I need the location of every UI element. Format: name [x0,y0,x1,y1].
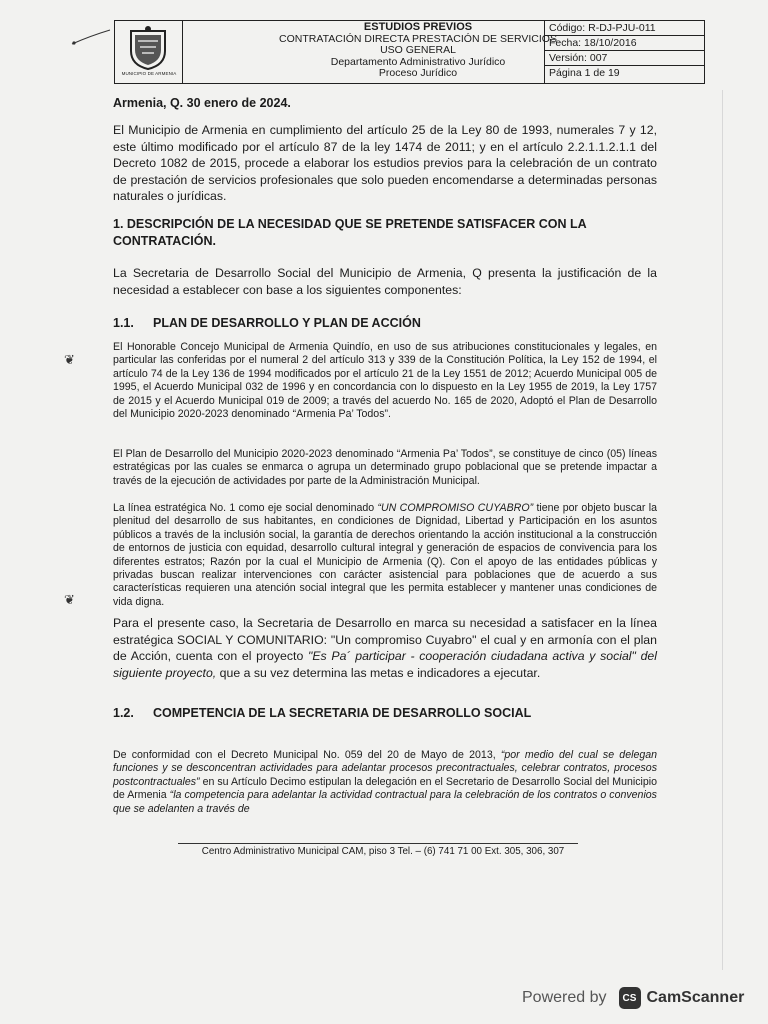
p5-italic-2: “la competencia para adelantar la actividad contractual para la celebración de los contratos o convenios que se adelanten a través de [113,789,657,815]
footer-address: Centro Administrativo Municipal CAM, piso 3 Tel. – (6) 741 71 00 Ext. 305, 306, 307 [201,846,565,857]
margin-mark: ❦ [64,352,75,367]
p3-italic: “UN COMPROMISO CUYABRO” [377,502,534,514]
p4-text-c: que a su vez determina las metas e indicadores a ejecutar. [216,665,541,680]
paragraph-competence [113,749,657,816]
municipality-logo [115,21,183,83]
camscanner-icon: CS [619,987,641,1009]
section-1-1-title: PLAN DE DESARROLLO Y PLAN DE ACCIÓN [153,316,421,330]
document-date: Armenia, Q. 30 enero de 2024. [113,96,291,110]
section-1-1-number: 1.1. [113,316,134,330]
paragraph-plan-adoption: El Honorable Concejo Municipal de Armenia Quindío, en uso de sus atribuciones constitucionales y legales, en particular las conferidas por el numeral 2 del artículo 313 y 339 de la Constitución Política, la Ley 152 de 1994, el artículo 74 de la Ley 136 de 1994 modificados por el artículo 21 de la Ley 1551 de 2012; Acuerdo Municipal 005 de 1995, el Acuerdo Municipal 032 de 1996 y en concordancia con lo dispuesto en la Ley 1955 de 2019, la Ley 1757 de 2015 y el Acuerdo Municipal 019 de 2009; a través del acuerdo No. 165 de 2020, Adoptó el Plan de Desarrollo del Municipio 2020-2023 denominado “Armenia Pa’ Todos”. [113,341,657,421]
header-metadata [544,21,705,83]
scanner-watermark [522,986,744,1010]
p5-text-c: en su Artículo Decimo estipulan la delegación en el Secretario de Desarrollo Social del Municipio de Armenia [113,775,657,802]
page-edge-shadow [722,90,723,970]
section-1-2-heading [113,706,531,720]
p3-text-a: La línea estratégica No. 1 como eje social denominado [113,502,378,514]
section-1-2-number: 1.2. [113,706,134,720]
section-1-text: La Secretaria de Desarrollo Social del Municipio de Armenia, Q presenta la justificación de la necesidad a establecer con base a los siguientes componentes: [113,266,657,297]
header-title: ESTUDIOS PREVIOS [363,21,473,33]
p5-text-a: De conformidad con el Decreto Municipal No. 059 del 20 de Mayo de 2013, [113,749,501,761]
paragraph-project [113,615,657,681]
header-page: Página 1 de 19 [549,67,620,79]
section-1-2-title: COMPETENCIA DE LA SECRETARIA DE DESARROLLO SOCIAL [153,706,532,720]
logo-caption: MUNICIPIO DE ARMENIA [121,71,177,76]
header-code: Código: R-DJ-PJU-011 [545,21,705,36]
document-header-table [114,20,705,84]
p5-italic-1: “por medio del cual se delegan funciones y se desconcentran actividades para adelantar procesos precontractuales, celebrar contratos, procesos postcontractuales” [113,749,658,788]
camscanner-brand: CamScanner [646,989,745,1006]
header-department: Departamento Administrativo Jurídico [330,55,506,68]
p4-text-a: Para el presente caso, la Secretaria de Desarrollo en marca su necesidad a satisfacer en la línea estratégica SOCIAL Y COMUNITARIO: "Un compromiso Cuyabro" el cual y en armonía con el plan de Acción, cuenta con el proyecto [113,616,657,663]
p3-text-c: tiene por objeto buscar la plenitud del desarrollo de sus habitantes, en condiciones de Dignidad, Libertad y Participación en los asuntos públicos a través de la inclusión social, la garantía de derechos orientando la acción institucional a la construcción de entornos de justicia con equidad, desarrollo cultural integral y generación de espacios de convivencia para los diferentes estratos; Razón por la cual el Municipio de Armenia (Q). Con el apoyo de las entidades públicas y privadas buscan realizar intervenciones con carácter asistencial para poblaciones que de acuerdo a sus características requieren una atención social integral que les permita establecer y mantener unas condiciones de vida digna. [113,502,658,608]
header-process: Proceso Jurídico [378,67,458,79]
pen-mark [70,28,112,48]
paragraph-strategic-line [113,502,657,609]
paragraph-plan-lines: El Plan de Desarrollo del Municipio 2020-2023 denominado “Armenia Pa’ Todos”, se constituye de cinco (05) líneas estratégicas por las cuales se enmarca o agrupa un determinado grupo poblacional que se pretende impactar a través de la ejecución de actividades por parte de la Administración Municipal. [113,448,657,487]
section-1-title: 1. DESCRIPCIÓN DE LA NECESIDAD QUE SE PRETENDE SATISFACER CON LA CONTRATACIÓN. [113,217,587,248]
margin-mark: ❦ [64,592,75,607]
footer-rule [178,843,578,844]
header-usage: USO GENERAL [380,44,456,56]
header-date: Fecha: 18/10/2016 [545,36,705,51]
section-1-1-heading [113,316,421,330]
powered-by-text: Powered by [522,989,607,1006]
intro-paragraph: El Municipio de Armenia en cumplimiento del artículo 25 de la Ley 80 de 1993, numerales 7 y 12, este último modificado por el artículo 87 de la ley 1474 de 2011; y en el artículo 2.2.1.1.2.1.1 del Decreto 1082 de 2015, procede a elaborar los estudios previos para la celebración de un contrato de prestación de servicios profesionales que solo pueden encomendarse a determinadas personas naturales o jurídicas. [113,123,657,203]
p4-italic: "Es Pa´ participar - cooperación ciudadana activa y social" del siguiente proyecto, [113,649,657,680]
header-subtitle: CONTRATACIÓN DIRECTA PRESTACIÓN DE SERVICIOS [279,32,557,45]
header-version: Versión: 007 [545,51,705,66]
coat-of-arms-icon [123,25,173,71]
